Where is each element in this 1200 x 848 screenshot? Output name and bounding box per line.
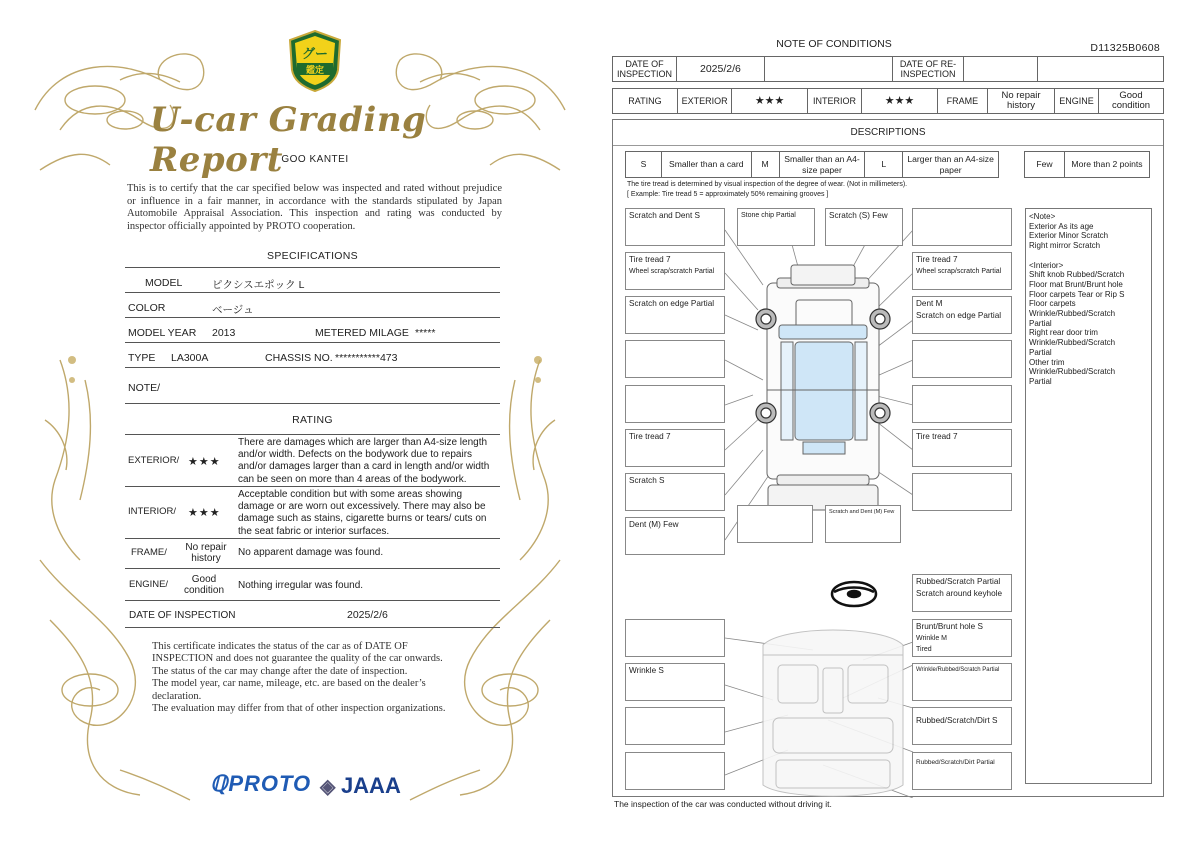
notes-line: Floor carpets Tear or Rip S	[1029, 289, 1125, 299]
condition-box: Brunt/Brunt hole S Wrinkle M Tired	[912, 619, 1012, 657]
frame-description: No apparent damage was found.	[238, 547, 384, 558]
note-of-conditions-sheet	[610, 32, 1166, 822]
exterior-description: There are damages which are larger than A4-size length and/or width. Defects on the bodywork due to repairs and/or damages larger than a card in length and/or width can be seen on more than 4 areas of the bodywork.	[238, 437, 490, 485]
date-of-inspection-value: 2025/2/6	[676, 57, 764, 82]
legend-l-text: Larger than an A4-size paper	[903, 152, 999, 178]
notes-line: Right mirror Scratch	[1029, 241, 1101, 251]
notes-line: Partial	[1029, 347, 1052, 357]
proto-logo: ℚPROTO	[210, 771, 312, 796]
rating-summary-table	[612, 88, 1164, 114]
condition-box: Dent (M) Few	[625, 517, 725, 555]
notes-line: Wrinkle/Rubbed/Scratch	[1029, 309, 1116, 319]
interior-summary-value: ★★★	[862, 89, 937, 114]
type-value: LA300A	[171, 352, 209, 364]
certificate-disclaimer	[152, 641, 482, 715]
spec-row-model	[125, 268, 500, 293]
descriptions-panel	[612, 119, 1164, 797]
condition-box	[625, 619, 725, 657]
inspection-date-value: 2025/2/6	[347, 609, 388, 621]
notes-line: Shift knob Rubbed/Scratch	[1029, 270, 1125, 280]
chassis-value: ***********473	[335, 352, 398, 364]
notes-line: <Note>	[1029, 212, 1056, 221]
metered-mileage-value: *****	[415, 327, 436, 339]
condition-box	[912, 208, 1012, 246]
inspection-dates-table	[612, 56, 1164, 82]
engine-value: Good condition	[183, 574, 225, 596]
spec-row-note	[125, 368, 500, 404]
condition-box	[912, 385, 1012, 423]
condition-box	[625, 707, 725, 745]
model-year-label: MODEL YEAR	[128, 327, 197, 339]
rating-row-date	[125, 601, 500, 628]
notes-line: Right rear door trim	[1029, 328, 1098, 338]
note-label: NOTE/	[128, 382, 161, 394]
chassis-label: CHASSIS NO.	[265, 352, 333, 364]
rating-row-interior	[125, 487, 500, 539]
report-title: U-car Grading Report	[150, 100, 427, 180]
disclaimer-line: The model year, car name, mileage, etc. are based on the dealer’s	[152, 678, 426, 690]
rating-row-frame	[125, 539, 500, 569]
engine-summary-label: ENGINE	[1055, 89, 1099, 114]
condition-box	[625, 340, 725, 378]
svg-text:グー: グー	[301, 47, 329, 62]
disclaimer-line: The evaluation may differ from that of other inspection organizations.	[152, 703, 446, 715]
condition-box: Tire tread 7	[625, 429, 725, 467]
condition-box	[737, 505, 813, 543]
notes-line: Floor mat Brunt/Brunt hole	[1029, 279, 1123, 289]
metered-mileage-label: METERED MILAGE	[315, 327, 409, 339]
condition-box: Rubbed/Scratch Partial Scratch around keyhole	[912, 574, 1012, 612]
model-label: MODEL	[145, 277, 183, 289]
interior-description: Acceptable condition but with some areas showing damage or are worn out excessively. There may also be damage such as stains, cigarette burns or tears/ cuts on the seat fabric or interior surfaces.	[238, 489, 487, 537]
legend-s-code: S	[626, 152, 662, 178]
rating-heading: RATING	[292, 414, 333, 426]
model-year-value: 2013	[212, 327, 236, 339]
tire-note-line: [ Example: Tire tread 5 = approximately 50% remaining grooves ]	[627, 190, 829, 198]
condition-box	[912, 340, 1012, 378]
notes-line: <Interior>	[1029, 260, 1064, 270]
spec-row-year	[125, 318, 500, 343]
notes-line: Partial	[1029, 376, 1052, 386]
condition-box	[625, 385, 725, 423]
color-label: COLOR	[128, 302, 166, 314]
legend-few-code: Few	[1025, 152, 1065, 178]
rating-row-exterior	[125, 435, 500, 487]
spec-row-color	[125, 293, 500, 318]
jaaa-logo: ◈ JAAA	[320, 773, 401, 798]
steering-wheel-icon	[832, 582, 876, 606]
rating-summary-label: RATING	[613, 89, 678, 114]
interior-label: INTERIOR/	[128, 506, 177, 517]
frame-summary-label: FRAME	[937, 89, 987, 114]
condition-box: Rubbed/Scratch/Dirt Partial	[912, 752, 1012, 790]
interior-stars: ★★★	[188, 507, 221, 519]
condition-box: Stone chip Partial	[737, 208, 815, 246]
legend-m-code: M	[751, 152, 779, 178]
type-label: TYPE	[128, 352, 156, 364]
date-blank-2	[964, 57, 1038, 82]
condition-box	[625, 752, 725, 790]
date-blank-3	[1038, 57, 1164, 82]
notes-line: Floor carpets	[1029, 299, 1076, 309]
frame-summary-value: No repair history	[988, 89, 1055, 114]
rating-row-engine	[125, 569, 500, 601]
model-value: ピクシスエポック L	[212, 279, 305, 291]
notes-line	[1029, 251, 1148, 261]
certification-statement: This is to certify that the car specified below was inspected and rated without prejudice or influence in a fair manner, in accordance with the standards stipulated by Japan Automobile Appraisal Association. This inspection and rating was conducted by inspector officially appointed by PROTO cooperation.	[127, 183, 502, 232]
condition-box: Scratch and Dent (M) Few	[825, 505, 901, 543]
interior-summary-label: INTERIOR	[807, 89, 861, 114]
condition-box: Wrinkle S	[625, 663, 725, 701]
condition-box: Rubbed/Scratch/Dirt S	[912, 707, 1012, 745]
conditions-title: NOTE OF CONDITIONS	[776, 38, 892, 50]
condition-box: Wrinkle/Rubbed/Scratch Partial	[912, 663, 1012, 701]
disclaimer-line: This certificate indicates the status of the car as of DATE OF	[152, 641, 408, 652]
inspection-disclaimer: The inspection of the car was conducted without driving it.	[614, 799, 832, 809]
date-of-reinspection-label: DATE OF RE-INSPECTION	[892, 57, 964, 82]
condition-box: Tire tread 7 Wheel scrap/scratch Partial	[912, 252, 1012, 290]
date-blank-1	[764, 57, 892, 82]
engine-label: ENGINE/	[129, 579, 169, 590]
svg-text:鑑定: 鑑定	[305, 66, 325, 76]
inspection-notes-panel	[1025, 208, 1152, 784]
date-of-inspection-label: DATE OF INSPECTION	[613, 57, 677, 82]
disclaimer-line: declaration.	[152, 690, 202, 702]
notes-line: Partial	[1029, 318, 1052, 328]
condition-box: Tire tread 7	[912, 429, 1012, 467]
color-value: ベージュ	[212, 304, 254, 316]
inspection-date-label: DATE OF INSPECTION	[129, 610, 236, 621]
condition-box: Scratch (S) Few	[825, 208, 903, 246]
engine-summary-value: Good condition	[1099, 89, 1164, 114]
notes-line: Exterior As its age	[1029, 221, 1094, 231]
condition-box: Scratch and Dent S	[625, 208, 725, 246]
notes-line: Other trim	[1029, 357, 1065, 367]
legend-few-text: More than 2 points	[1065, 152, 1150, 178]
notes-line: Wrinkle/Rubbed/Scratch	[1029, 338, 1116, 348]
condition-box: Tire tread 7 Wheel scrap/scratch Partial	[625, 252, 725, 290]
frame-label: FRAME/	[131, 547, 167, 558]
condition-box: Scratch S	[625, 473, 725, 511]
exterior-summary-label: EXTERIOR	[677, 89, 731, 114]
condition-box: Scratch on edge Partial	[625, 296, 725, 334]
engine-description: Nothing irregular was found.	[238, 580, 364, 591]
notes-line: Wrinkle/Rubbed/Scratch	[1029, 367, 1116, 377]
descriptions-heading: DESCRIPTIONS	[850, 127, 926, 138]
exterior-label: EXTERIOR/	[128, 455, 180, 466]
disclaimer-line: INSPECTION and does not guarantee the quality of the car onwards.	[152, 653, 443, 665]
report-subtitle: GOO KANTEI	[281, 154, 349, 165]
specifications-heading: SPECIFICATIONS	[267, 250, 358, 262]
disclaimer-line: The status of the car may change after the date of inspection.	[152, 665, 408, 677]
legend-s-text: Smaller than a card	[661, 152, 751, 178]
exterior-stars: ★★★	[188, 456, 221, 468]
spec-row-type	[125, 343, 500, 368]
legend-l-code: L	[865, 152, 903, 178]
tire-note-line: The tire tread is determined by visual inspection of the degree of wear. (Not in millimeters).	[627, 181, 908, 188]
condition-box: Dent M Scratch on edge Partial	[912, 296, 1012, 334]
goo-kantei-badge	[288, 30, 342, 92]
exterior-summary-value: ★★★	[732, 89, 807, 114]
document-id: D11325B0608	[1090, 42, 1160, 54]
condition-box	[912, 473, 1012, 511]
notes-line: Exterior Minor Scratch	[1029, 231, 1109, 241]
legend-m-text: Smaller than an A4-size paper	[779, 152, 865, 178]
frame-value: No repair history	[185, 542, 227, 564]
